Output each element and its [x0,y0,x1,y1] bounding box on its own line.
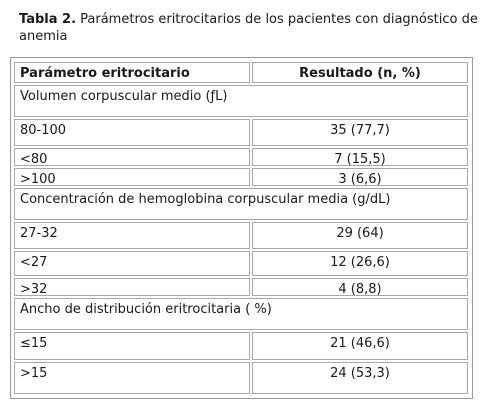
caption-text: Parámetros eritrocitarios de los pacientes con diagnóstico de anemia [19,12,478,44]
table-row-result: 3 (6,6) [252,168,468,186]
table-row-parameter: ≤15 [14,332,250,360]
table-row-parameter: >100 [14,168,250,186]
table-row-result: 24 (53,3) [252,362,468,394]
table-row-parameter: <27 [14,251,250,276]
table-row-result: 21 (46,6) [252,332,468,360]
table-row-result: 35 (77,7) [252,119,468,146]
header-result: Resultado (n, %) [252,62,468,83]
section-title: Volumen corpuscular medio (ƒL) [14,85,468,117]
table-row-parameter: >15 [14,362,250,394]
table-row-result: 29 (64) [252,222,468,249]
table-caption [19,11,479,45]
table-row-parameter: >32 [14,278,250,296]
table-row-parameter: <80 [14,148,250,166]
table-row-result: 7 (15,5) [252,148,468,166]
table-row-parameter: 27-32 [14,222,250,249]
section-title: Concentración de hemoglobina corpuscular media (g/dL) [14,188,468,220]
caption-label: Tabla 2. [19,12,77,27]
header-parameter: Parámetro eritrocitario [14,62,250,83]
table-row-result: 12 (26,6) [252,251,468,276]
table-row-result: 4 (8,8) [252,278,468,296]
section-title: Ancho de distribución eritrocitaria ( %) [14,298,468,330]
erythrocyte-parameters-table [10,57,473,399]
table-row-parameter: 80-100 [14,119,250,146]
